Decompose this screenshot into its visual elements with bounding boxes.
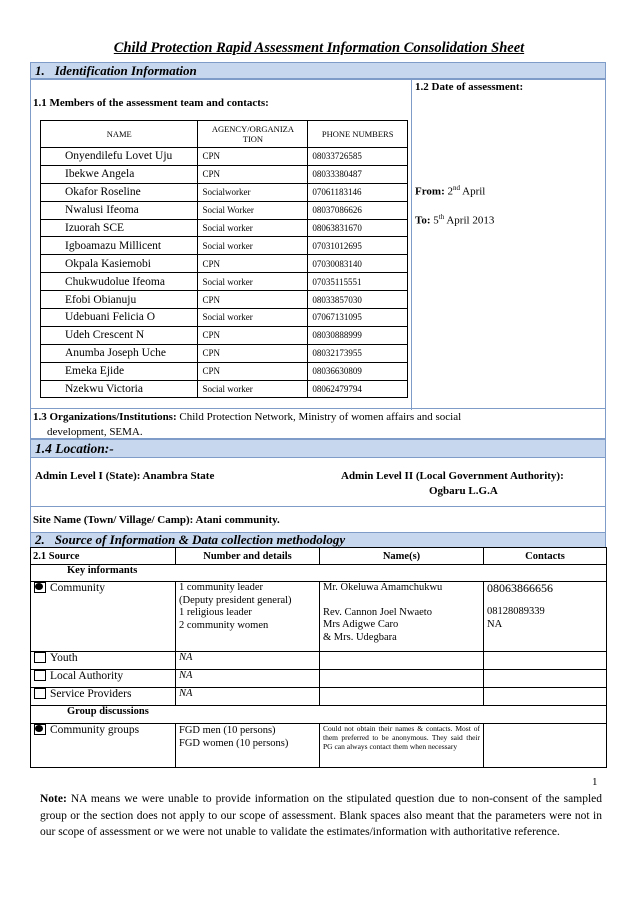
member-name: Emeka Ejide xyxy=(41,362,198,380)
key-informants-row xyxy=(31,565,607,582)
member-agency: CPN xyxy=(198,326,308,344)
member-agency: CPN xyxy=(198,148,308,166)
member-row xyxy=(41,362,408,380)
community-groups-note: Could not obtain their names & contacts. Most of them preferred to be anonymous. They said their PG can always contact them when necessary xyxy=(320,724,484,768)
member-phone: 07067131095 xyxy=(308,309,408,327)
source-header-row xyxy=(31,548,607,565)
member-name: Igboamazu Millicent xyxy=(41,237,198,255)
community-row xyxy=(31,582,607,652)
member-phone: 08063831670 xyxy=(308,219,408,237)
local-authority-checkbox[interactable] xyxy=(34,670,46,681)
header-phone: PHONE NUMBERS xyxy=(308,121,408,148)
section2-heading: Source of Information & Data collection methodology xyxy=(54,532,346,547)
member-phone: 08036630809 xyxy=(308,362,408,380)
member-row xyxy=(41,201,408,219)
service-providers-row: Service Providers NA xyxy=(31,688,607,706)
footnote: Note: NA means we were unable to provide information on the stipulated question due to non-consent of the sampled group or the section does not apply to our scope of assessment. Blank spaces also meant that the parameters were not in our scope of assessment or we were not unable to validate the estimates/information with authoritative reference. xyxy=(40,793,602,838)
admin-level-2-value: Ogbaru L.G.A xyxy=(429,485,498,497)
site-name: Site Name (Town/ Village/ Camp): Atani community. xyxy=(33,514,280,526)
group-discussions-label: Group discussions xyxy=(31,706,607,724)
header-name: NAME xyxy=(41,121,198,148)
member-agency: Social worker xyxy=(198,237,308,255)
member-name: Onyendilefu Lovet Uju xyxy=(41,148,198,166)
admin-level-1: Admin Level I (State): Anambra State xyxy=(35,470,215,482)
community-details: 1 community leader (Deputy president general) 1 religious leader 2 community women xyxy=(176,582,320,652)
member-agency: CPN xyxy=(198,362,308,380)
service-providers-checkbox[interactable] xyxy=(34,688,46,699)
member-row xyxy=(41,380,408,398)
member-agency: Social worker xyxy=(198,273,308,291)
divider xyxy=(31,506,605,507)
community-source: Community xyxy=(31,582,176,652)
member-agency: Social worker xyxy=(198,219,308,237)
organizations-box xyxy=(30,409,606,439)
section2-heading-bar xyxy=(30,532,606,548)
organizations: 1.3 Organizations/Institutions: Child Protection Network, Ministry of women affairs and social development, SEMA. xyxy=(33,411,462,438)
member-phone: 08032173955 xyxy=(308,344,408,362)
member-phone: 08033380487 xyxy=(308,165,408,183)
youth-row: Youth NA xyxy=(31,652,607,670)
page-number: 1 xyxy=(592,776,598,788)
member-name: Chukwudolue Ifeoma xyxy=(41,273,198,291)
page-title: Child Protection Rapid Assessment Information Consolidation Sheet xyxy=(113,40,525,56)
member-agency: Social Worker xyxy=(198,201,308,219)
community-groups-row: Community groups FGD men (10 persons) FGD women (10 persons) Could not obtain their names & contacts. Most of them preferred to be anonymous. They said their PG can always contact them when necessary xyxy=(31,724,607,768)
member-name: Okpala Kasiemobi xyxy=(41,255,198,273)
member-name: Nwalusi Ifeoma xyxy=(41,201,198,219)
col-number: Number and details xyxy=(176,548,320,565)
member-name: Nzekwu Victoria xyxy=(41,380,198,398)
member-phone: 07031012695 xyxy=(308,237,408,255)
member-phone: 07030083140 xyxy=(308,255,408,273)
location-box xyxy=(30,458,606,534)
col-source: 2.1 Source xyxy=(31,548,176,565)
member-phone: 07061183146 xyxy=(308,183,408,201)
date-from: From: 2nd April xyxy=(415,184,486,198)
member-name: Udeh Crescent N xyxy=(41,326,198,344)
group-discussions-row xyxy=(31,706,607,724)
source-table xyxy=(30,547,607,768)
member-row xyxy=(41,326,408,344)
member-phone: 08030888999 xyxy=(308,326,408,344)
member-row xyxy=(41,183,408,201)
member-phone: 07035115551 xyxy=(308,273,408,291)
member-phone: 08033857030 xyxy=(308,291,408,309)
community-contacts: 08063866656 08128089339 NA xyxy=(484,582,607,652)
local-authority-row: Local Authority NA xyxy=(31,670,607,688)
member-agency: CPN xyxy=(198,291,308,309)
member-phone: 08033726585 xyxy=(308,148,408,166)
members-header-row xyxy=(41,121,408,148)
date-to: To: 5th April 2013 xyxy=(415,213,495,227)
members-table xyxy=(40,120,408,398)
identification-box xyxy=(30,79,606,438)
column-divider xyxy=(411,80,412,410)
member-agency: Socialworker xyxy=(198,183,308,201)
member-row xyxy=(41,219,408,237)
community-names: Mr. Okeluwa Amamchukwu Rev. Cannon Joel Nwaeto Mrs Adigwe Caro & Mrs. Udegbara xyxy=(320,582,484,652)
section1-heading: Identification Information xyxy=(54,63,197,78)
member-name: Anumba Joseph Uche xyxy=(41,344,198,362)
member-name: Ibekwe Angela xyxy=(41,165,198,183)
youth-checkbox[interactable] xyxy=(34,652,46,663)
member-row xyxy=(41,344,408,362)
key-informants-label: Key informants xyxy=(31,565,607,582)
member-row xyxy=(41,273,408,291)
section1-number: 1. xyxy=(35,63,45,78)
member-row xyxy=(41,291,408,309)
member-name: Izuorah SCE xyxy=(41,219,198,237)
member-agency: Social worker xyxy=(198,380,308,398)
section1-heading-bar xyxy=(30,62,606,79)
col-names: Name(s) xyxy=(320,548,484,565)
member-row xyxy=(41,309,408,327)
members-label: 1.1 Members of the assessment team and contacts: xyxy=(33,97,269,109)
member-phone: 08062479794 xyxy=(308,380,408,398)
member-row xyxy=(41,165,408,183)
community-checkbox[interactable] xyxy=(34,582,46,593)
member-name: Efobi Obianuju xyxy=(41,291,198,309)
member-agency: CPN xyxy=(198,255,308,273)
date-label: 1.2 Date of assessment: xyxy=(415,81,524,93)
section2-number: 2. xyxy=(35,532,45,547)
col-contacts: Contacts xyxy=(484,548,607,565)
member-row xyxy=(41,237,408,255)
member-row xyxy=(41,148,408,166)
member-agency: CPN xyxy=(198,344,308,362)
community-groups-checkbox[interactable] xyxy=(34,724,46,735)
member-row xyxy=(41,255,408,273)
member-name: Okafor Roseline xyxy=(41,183,198,201)
member-name: Udebuani Felicia O xyxy=(41,309,198,327)
member-agency: CPN xyxy=(198,165,308,183)
header-agency: AGENCY/ORGANIZA TION xyxy=(198,121,308,148)
member-phone: 08037086626 xyxy=(308,201,408,219)
member-agency: Social worker xyxy=(198,309,308,327)
location-heading: 1.4 Location:- xyxy=(30,439,606,458)
admin-level-2: Admin Level II (Local Government Authority): xyxy=(341,470,564,482)
